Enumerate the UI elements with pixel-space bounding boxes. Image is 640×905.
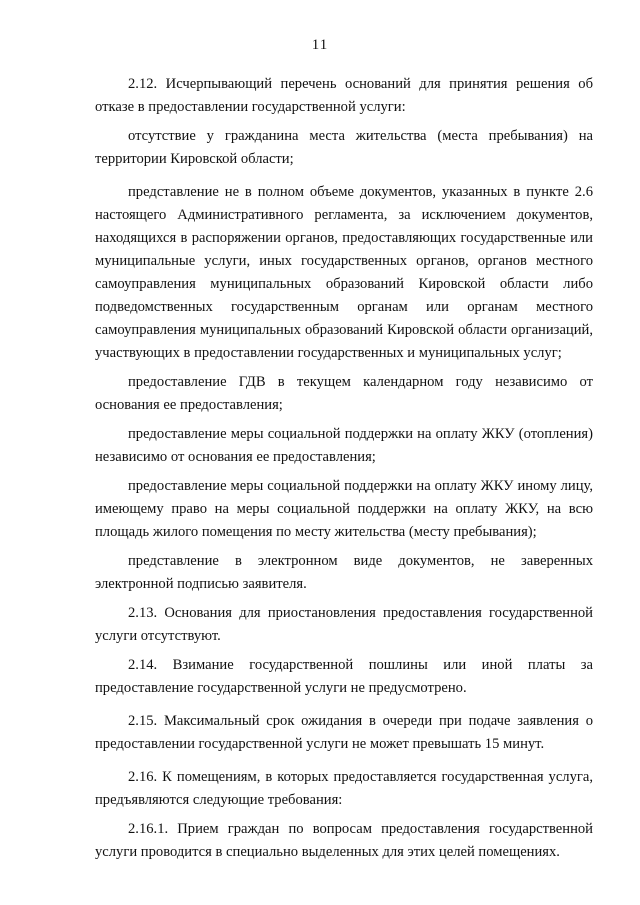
paragraph-2-15: 2.15. Максимальный срок ожидания в очереди при подаче заявления о предоставлении государственной услуги не может превышать 15 минут. xyxy=(95,713,593,752)
paragraph-incomplete-documents: представление не в полном объеме документов, указанных в пункте 2.6 настоящего Административного регламента, за исключением документов, находящихся в распоряжении органов, предоставляющих государственные или муниципальные услуги, иных государственных органов, органов местного самоуправления муниципальных образований Кировской области либо подведомственных государственным органам или органам местного самоуправления муниципальных образований Кировской области организаций, участвующих в предоставлении государственных и муниципальных услуг; xyxy=(95,184,593,361)
paragraph-zhku-heating: предоставление меры социальной поддержки на оплату ЖКУ (отопления) независимо от основания ее предоставления; xyxy=(95,426,593,465)
page-number: 11 xyxy=(311,37,329,53)
paragraph-zhku-other-person: предоставление меры социальной поддержки на оплату ЖКУ иному лицу, имеющему право на меры социальной поддержки на оплату ЖКУ, на всю площадь жилого помещения по месту жительства (месту пребывания); xyxy=(95,478,593,540)
paragraph-no-residence: отсутствие у гражданина места жительства (места пребывания) на территории Кировской области; xyxy=(95,128,593,167)
paragraph-2-16-1: 2.16.1. Прием граждан по вопросам предоставления государственной услуги проводится в специально выделенных для этих целей помещениях. xyxy=(95,821,593,860)
paragraph-2-16: 2.16. К помещениям, в которых предоставляется государственная услуга, предъявляются следующие требования: xyxy=(95,769,593,808)
paragraph-2-14: 2.14. Взимание государственной пошлины или иной платы за предоставление государственной услуги не предусмотрено. xyxy=(95,657,593,696)
paragraph-2-12: 2.12. Исчерпывающий перечень оснований для принятия решения об отказе в предоставлении государственной услуги: xyxy=(95,76,593,115)
paragraph-gdv: предоставление ГДВ в текущем календарном году независимо от основания ее предоставления; xyxy=(95,374,593,413)
document-body xyxy=(95,73,593,870)
paragraph-2-13: 2.13. Основания для приостановления предоставления государственной услуги отсутствуют. xyxy=(95,605,593,644)
paragraph-electronic-signature: представление в электронном виде документов, не заверенных электронной подписью заявителя. xyxy=(95,553,593,592)
